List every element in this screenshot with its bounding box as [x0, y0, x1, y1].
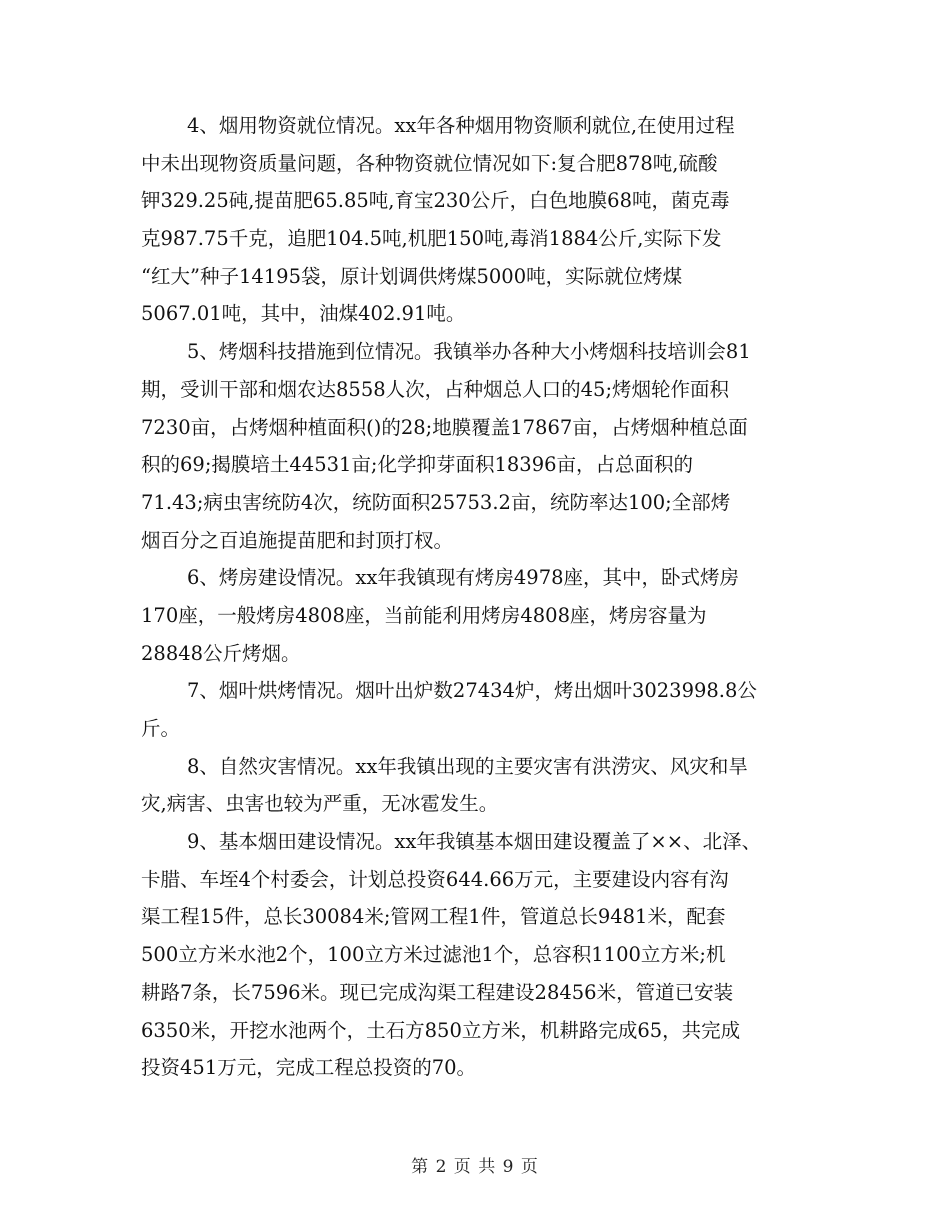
text-line: 钾329.25砘,提苗肥65.85吨,育宝230公斤，白色地膜68吨，菌克毒 — [141, 189, 730, 213]
text-line: 500立方米水池2个，100立方米过滤池1个，总容积1100立方米;机 — [141, 943, 726, 967]
text-line: 170座，一般烤房4808座，当前能利用烤房4808座，烤房容量为 — [141, 603, 707, 627]
paragraph — [141, 107, 821, 333]
text-line: 5、烤烟科技措施到位情况。我镇举办各种大小烤烟科技培训会81 — [187, 340, 751, 364]
text-line: 斤。 — [141, 717, 181, 740]
text-line: 5067.01吨，其中，油煤402.91吨。 — [141, 302, 466, 326]
paragraph — [141, 672, 821, 747]
page-footer: 第 2 页 共 9 页 — [411, 1157, 539, 1177]
text-line: 烟百分之百追施提苗肥和封顶打杈。 — [141, 528, 454, 552]
text-line: 积的69;揭膜培土44531亩;化学抑芽面积18396亩，占总面积的 — [141, 453, 694, 477]
paragraph — [141, 559, 821, 672]
text-line: 期，受训干部和烟农达8558人次，占种烟总人口的45;烤烟轮作面积 — [141, 377, 730, 401]
text-line: 6350米，开挖水池两个，土石方850立方米，机耕路完成65，共完成 — [141, 1018, 741, 1042]
paragraph — [141, 748, 821, 823]
text-line: 9、基本烟田建设情况。xx年我镇基本烟田建设覆盖了××、北泽、 — [187, 830, 762, 854]
text-line: 渠工程15件，总长30084米;管网工程1件，管道总长9481米，配套 — [141, 905, 726, 929]
text-line: 4、烟用物资就位情况。xx年各种烟用物资顺利就位,在使用过程 — [187, 114, 735, 137]
paragraph — [141, 823, 821, 1087]
text-line: 灾,病害、虫害也较为严重，无冰雹发生。 — [141, 792, 499, 816]
document-body — [141, 107, 821, 1087]
text-line: “红大”种子14195袋，原计划调供烤煤5000吨，实际就位烤煤 — [141, 264, 683, 288]
text-line: 28848公斤烤烟。 — [141, 641, 301, 665]
text-line: 投资451万元，完成工程总投资的70。 — [141, 1056, 477, 1080]
text-line: 中未出现物资质量问题，各种物资就位情况如下:复合肥878吨,硫酸 — [141, 151, 718, 175]
text-line: 克987.75千克，追肥104.5吨,机肥150吨,毒消1884公斤,实际下发 — [141, 227, 722, 251]
text-line: 卡腊、车垤4个村委会，计划总投资644.66万元，主要建设内容有沟 — [141, 867, 729, 891]
text-line: 71.43;病虫害统防4次，统防面积25753.2亩，统防率达100;全部烤 — [141, 490, 731, 514]
text-line: 6、烤房建设情况。xx年我镇现有烤房4978座，其中，卧式烤房 — [187, 566, 740, 590]
text-line: 7230亩，占烤烟种植面积()的28;地膜覆盖17867亩，占烤烟种植总面 — [141, 415, 748, 439]
text-line: 8、自然灾害情况。xx年我镇出现的主要灾害有洪涝灾、风灾和旱 — [187, 754, 748, 778]
text-line: 耕路7条，长7596米。现已完成沟渠工程建设28456米，管道已安装 — [141, 980, 734, 1004]
paragraph — [141, 333, 821, 559]
text-line: 7、烟叶烘烤情况。烟叶出炉数27434炉，烤出烟叶3023998.8公 — [187, 679, 757, 703]
